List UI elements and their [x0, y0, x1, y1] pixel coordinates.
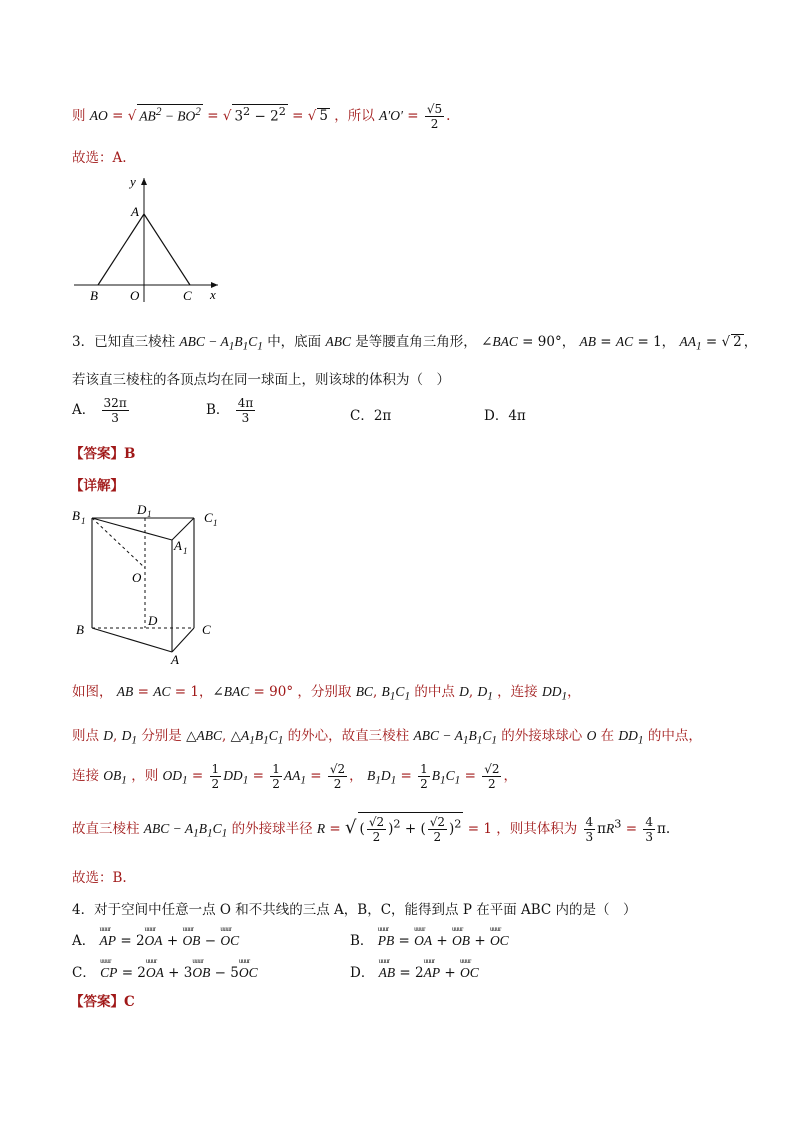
sol3-line2: 则点 D, $D_1$ 分别是 △ABC, $\triangle A_1B_1C_1$ 的外心，故直三棱柱 ABC − $A_1B_1C_1$ 的外接球球心 O 在 $DD_1$ 的中点， — [72, 728, 702, 747]
q4-stem: 4．对于空间中任意一点 O 和不共线的三点 A，B，C，能得到点 P 在平面 ABC 内的是（ ） — [72, 902, 637, 918]
svg-text:1: 1 — [147, 509, 152, 519]
q4-option-c[interactable]: C． uuur CP = 2uuur OA + 3uuur OB − 5uuur OC — [72, 960, 258, 981]
sol3-line3: 连接 $OB_1$ ，则 $OD_1$ = $\frac{1}{2}$ $DD_1$ = $\frac{1}{2}$ $AA_1$ = $\frac{√2}{2}$ ， $B_1D_1$ = $\frac{1}{2}$ $B_1C_1$ = $\frac{√2}{2}$ ， — [72, 762, 517, 791]
q4-answer: 【答案】C — [70, 994, 135, 1010]
q4-option-b[interactable]: B． uuur PB = uuur OA + uuur OB + uuur OC — [350, 928, 509, 949]
sol3-line4: 故直三棱柱 ABC − $A_1B_1C_1$ 的外接球半径 R = √ ( $\frac{√2}{2}$ )$^2$ + ( $\frac{√2}{2}$ )$^2$ = 1 ，则其体积为 $\frac{4}{3}$ $\pi R^3$ = $\frac{4}{3}$ π. — [72, 812, 670, 844]
svg-text:1: 1 — [183, 546, 188, 556]
label-C: C — [202, 622, 211, 637]
label-A: A — [131, 204, 139, 219]
q4-option-d[interactable]: D． uuur AB = 2uuur AP + uuur OC — [350, 960, 479, 981]
label-y: y — [130, 174, 136, 189]
choice-a-line: 故选：A. — [72, 150, 127, 166]
sol3-line1: 如图， AB = AC = 1，∠BAC = 90° ，分别取 BC, $B_1C_1$ 的中点 D, $D_1$ ，连接 $DD_1$， — [72, 684, 581, 703]
q3-option-c[interactable]: C．2π — [350, 408, 392, 424]
label-x: x — [210, 287, 216, 302]
svg-text:1: 1 — [213, 518, 218, 528]
label-A: A — [171, 652, 179, 667]
label-C: C — [183, 288, 192, 303]
q3-option-a[interactable]: A． $\frac{32\pi}{3}$ — [72, 396, 127, 425]
choice-b-line: 故选：B. — [72, 870, 127, 886]
label-A1: A — [174, 538, 182, 553]
svg-text:1: 1 — [81, 516, 86, 526]
label-B1: B — [72, 508, 80, 523]
label-B: B — [90, 288, 98, 303]
label-D1: D — [137, 502, 147, 517]
triangle-axes-figure — [70, 172, 230, 307]
label-B: B — [76, 622, 84, 637]
label-O: O — [130, 288, 140, 303]
ao-formula-line: 则 AO = √ $AB^2 - BO^2$ = √ $3^2 - 2^2$ = √ 5 ，所以 A′O′ = $\frac{√5}{2}$ . — [72, 102, 451, 131]
q3-option-d[interactable]: D．4π — [484, 408, 526, 424]
q3-answer: 【答案】B — [70, 446, 136, 462]
q4-option-a[interactable]: A． uuur AP = 2uuur OA + uuur OB − uuur OC — [72, 928, 239, 949]
label-O: O — [132, 570, 142, 585]
q3-option-b[interactable]: B． $\frac{4\pi}{3}$ — [206, 396, 254, 425]
q3-stem-line2: 若该直三棱柱的各顶点均在同一球面上，则该球的体积为（ ） — [72, 372, 450, 388]
label-C1: C — [204, 510, 213, 525]
q3-detail-heading: 【详解】 — [70, 478, 124, 494]
ao-suffix: ，所以 — [334, 108, 375, 124]
label-D: D — [148, 613, 158, 628]
q3-stem-line1: 3．已知直三棱柱 ABC − $A_1B_1C_1$ 中，底面 ABC 是等腰直角三角形， ∠BAC = 90°， AB = AC = 1， $AA_1$ = √ 2 ， — [72, 334, 758, 353]
prism-figure — [70, 500, 230, 670]
ao-prefix: 则 — [72, 108, 86, 124]
